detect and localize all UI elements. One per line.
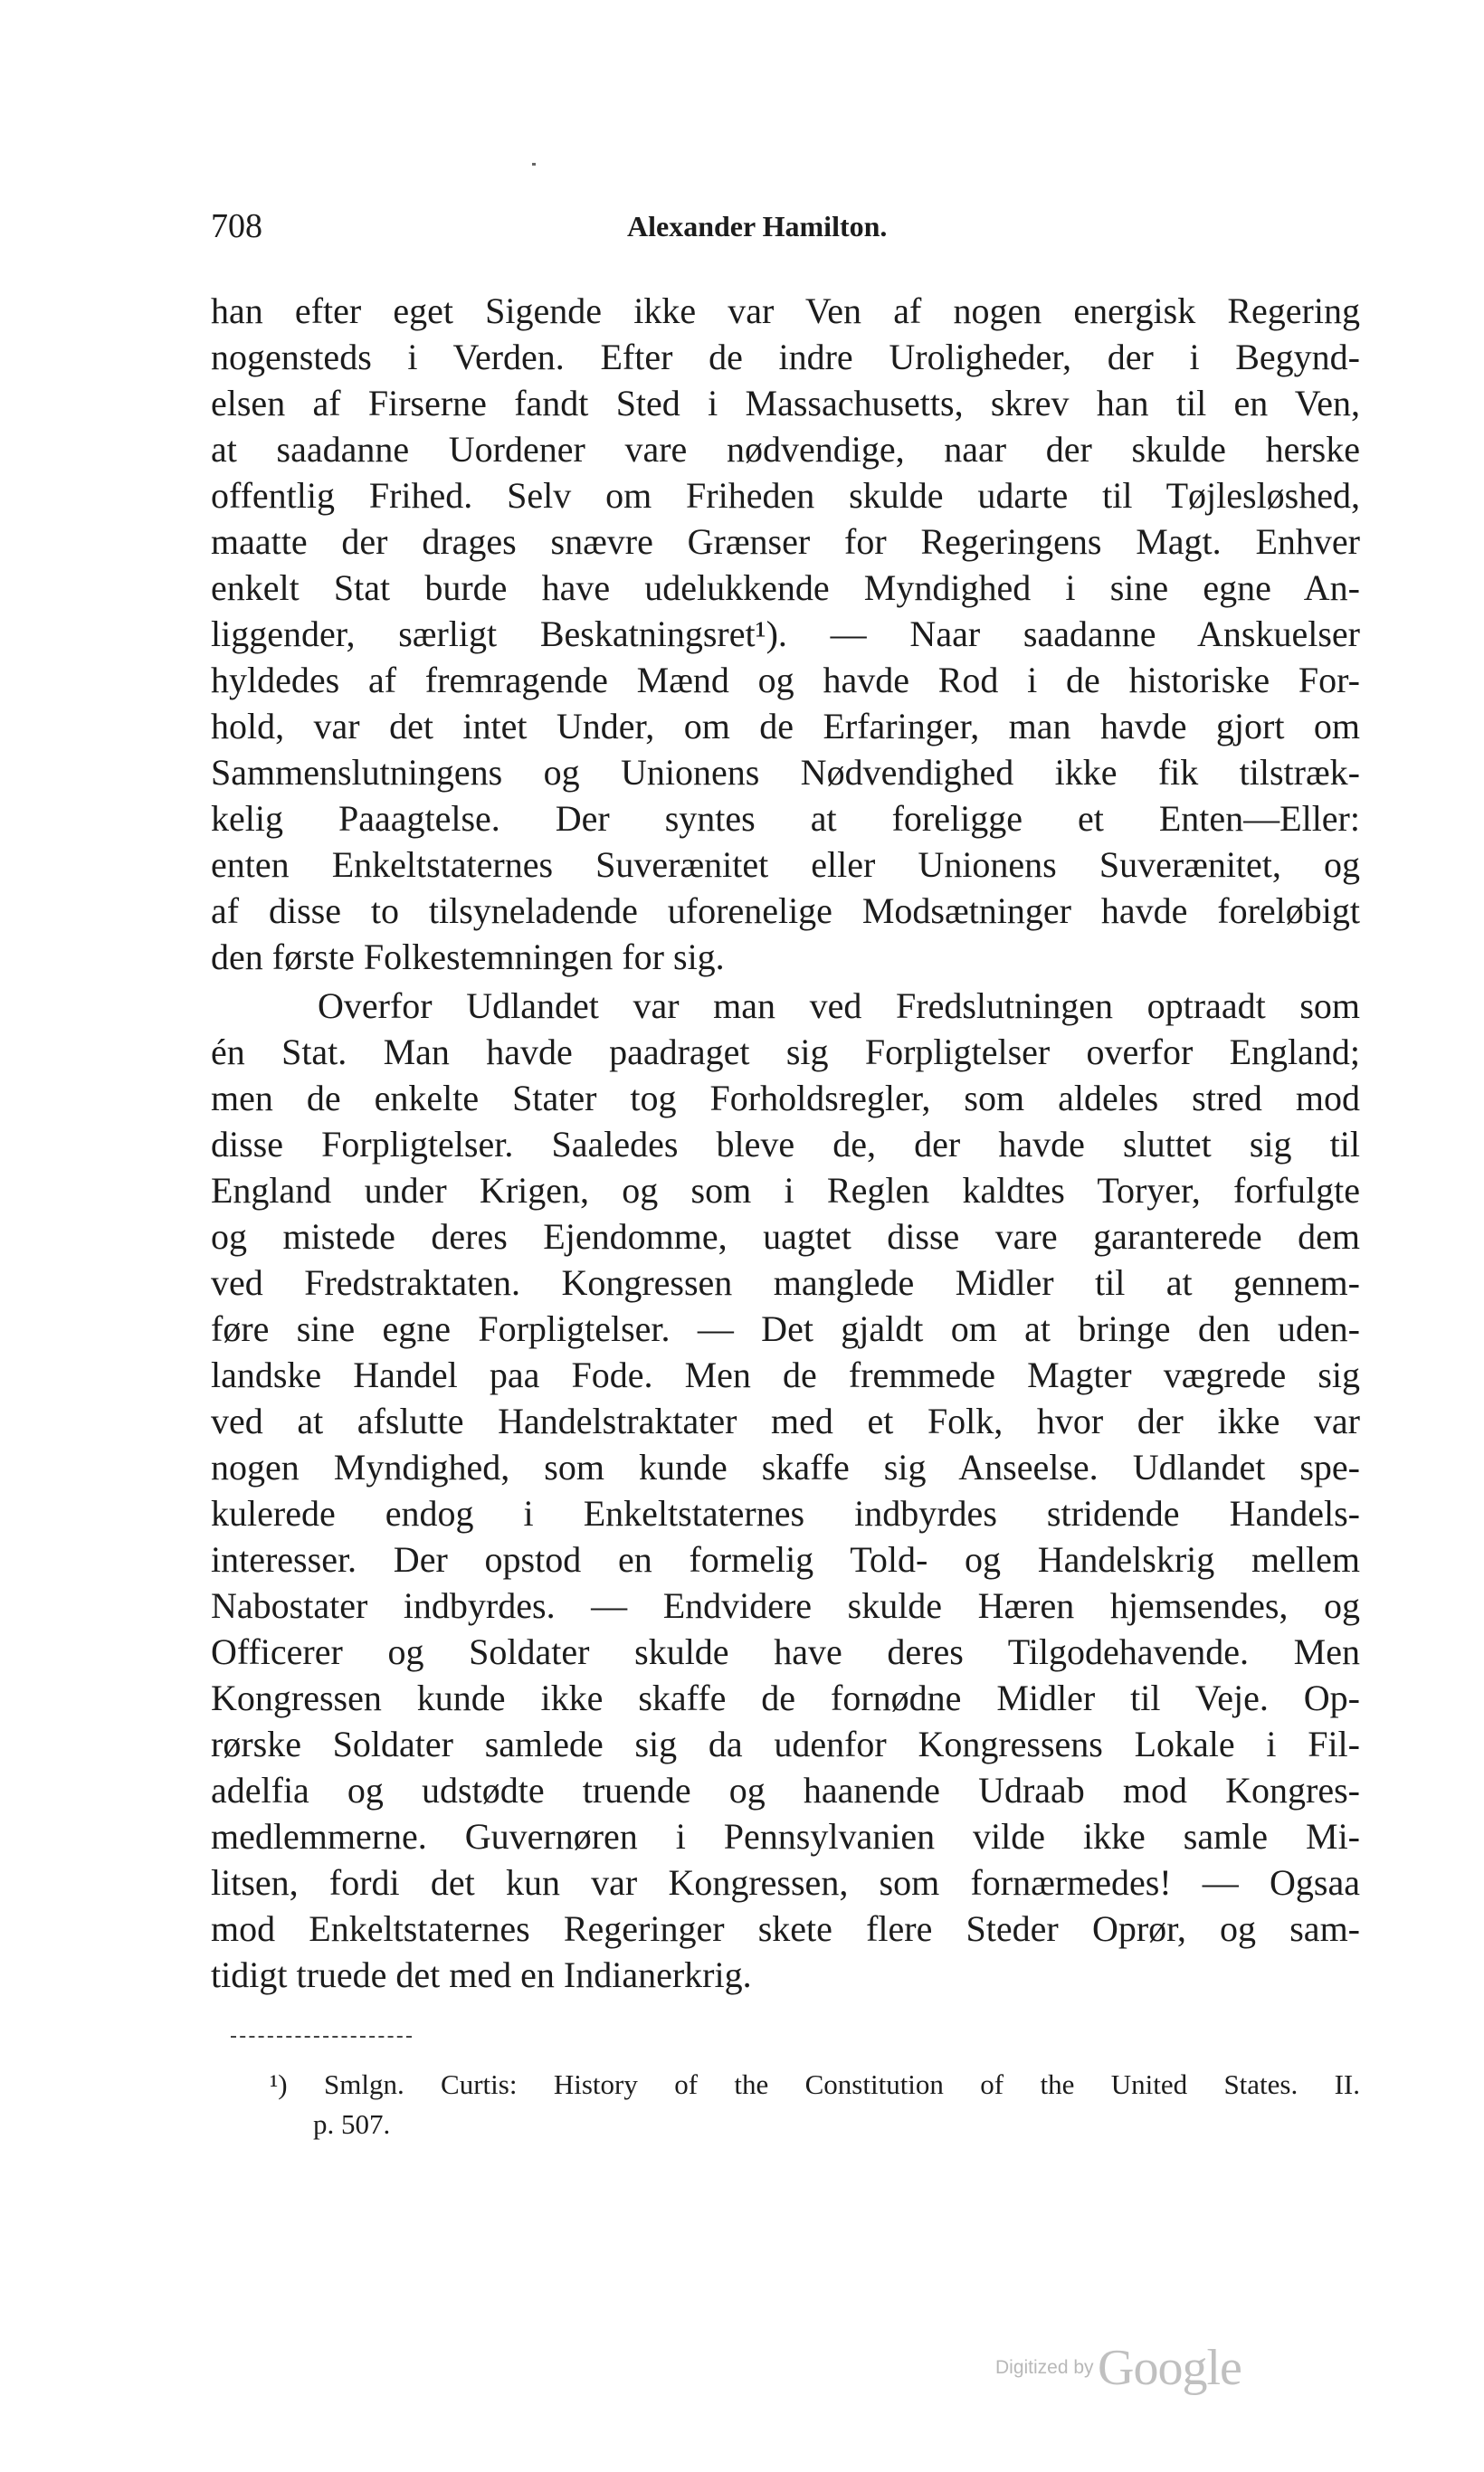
- body-text: [211, 288, 1360, 1998]
- text-line: maatte der drages snævre Grænser for Regeringens Magt. Enhver: [211, 521, 1360, 562]
- text-line: Nabostater indbyrdes. — Endvidere skulde Hæren hjemsendes, og: [211, 1585, 1360, 1626]
- footnote-rule: [231, 2036, 412, 2038]
- text-line: hold, var det intet Under, om de Erfaringer, man havde gjort om: [211, 706, 1360, 746]
- text-line: tidigt truede det med en Indianerkrig.: [211, 1954, 752, 1995]
- text-line: medlemmerne. Guvernøren i Pennsylvanien vilde ikke samle Mi-: [211, 1816, 1360, 1857]
- text-line: litsen, fordi det kun var Kongressen, som fornærmedes! — Ogsaa: [211, 1862, 1360, 1903]
- digitized-watermark: [995, 2339, 1241, 2397]
- running-title: Alexander Hamilton.: [627, 210, 888, 242]
- text-line: Kongressen kunde ikke skaffe de fornødne Midler til Veje. Op-: [211, 1678, 1360, 1718]
- google-logo: Google: [1098, 2340, 1241, 2396]
- text-line: enkelt Stat burde have udelukkende Myndighed i sine egne An-: [211, 567, 1360, 608]
- text-line: adelfia og udstødte truende og haanende Udraab mod Kongres-: [211, 1770, 1360, 1811]
- paragraph-1: [211, 288, 1360, 980]
- text-line: kelig Paaagtelse. Der syntes at foreligge et Enten—Eller:: [211, 798, 1360, 839]
- text-line: England under Krigen, og som i Reglen kaldtes Toryer, forfulgte: [211, 1170, 1360, 1211]
- text-line: interesser. Der opstod en formelig Told- og Handelskrig mellem: [211, 1539, 1360, 1580]
- text-line: Officerer og Soldater skulde have deres Tilgodehavende. Men: [211, 1631, 1360, 1672]
- footnote: [270, 2065, 1360, 2144]
- page-header: [211, 204, 1360, 249]
- text-line: men de enkelte Stater tog Forholdsregler, som aldeles stred mod: [211, 1078, 1360, 1118]
- text-line: mod Enkeltstaternes Regeringer skete flere Steder Oprør, og sam-: [211, 1908, 1360, 1949]
- text-line: føre sine egne Forpligtelser. — Det gjaldt om at bringe den uden-: [211, 1308, 1360, 1349]
- text-line: enten Enkeltstaternes Suverænitet eller Unionens Suverænitet, og: [211, 844, 1360, 885]
- text-line: kulerede endog i Enkeltstaternes indbyrdes stridende Handels-: [211, 1493, 1360, 1534]
- text-line: at saadanne Uordener vare nødvendige, naar der skulde herske: [211, 429, 1360, 470]
- text-line: rørske Soldater samlede sig da udenfor Kongressens Lokale i Fil-: [211, 1724, 1360, 1764]
- text-line: én Stat. Man havde paadraget sig Forpligtelser overfor England;: [211, 1032, 1360, 1072]
- text-line: nogensteds i Verden. Efter de indre Uroligheder, der i Begynd-: [211, 337, 1360, 377]
- text-line: offentlig Frihed. Selv om Friheden skulde udarte til Tøjlesløshed,: [211, 475, 1360, 516]
- text-line: ved at afslutte Handelstraktater med et Folk, hvor der ikke var: [211, 1401, 1360, 1441]
- text-line: den første Folkestemningen for sig.: [211, 937, 725, 977]
- text-line: hyldedes af fremragende Mænd og havde Rod i de historiske For-: [211, 660, 1360, 700]
- watermark-prefix: Digitized by: [995, 2357, 1094, 2378]
- text-line: og mistede deres Ejendomme, uagtet disse vare garanterede dem: [211, 1216, 1360, 1257]
- text-line: liggender, særligt Beskatningsret¹). — Naar saadanne Anskuelser: [211, 613, 1360, 654]
- text-line: disse Forpligtelser. Saaledes bleve de, der havde sluttet sig til: [211, 1124, 1360, 1165]
- text-line: Overfor Udlandet var man ved Fredslutningen optraadt som: [318, 985, 1360, 1026]
- page-number: 708: [211, 207, 262, 245]
- footnote-line: ¹) Smlgn. Curtis: History of the Constitution of the United States. II.: [270, 2068, 1360, 2100]
- paragraph-2: [211, 983, 1360, 1998]
- text-line: landske Handel paa Fode. Men de fremmede Magter vægrede sig: [211, 1355, 1360, 1395]
- text-line: han efter eget Sigende ikke var Ven af nogen energisk Regering: [211, 290, 1360, 331]
- text-line: af disse to tilsyneladende uforenelige Modsætninger havde foreløbigt: [211, 890, 1360, 931]
- footnote-line: p. 507.: [313, 2108, 391, 2140]
- text-line: Sammenslutningens og Unionens Nødvendighed ikke fik tilstræk-: [211, 752, 1360, 793]
- text-line: nogen Myndighed, som kunde skaffe sig Anseelse. Udlandet spe-: [211, 1447, 1360, 1488]
- text-line: elsen af Firserne fandt Sted i Massachusetts, skrev han til en Ven,: [211, 383, 1360, 423]
- stray-mark: [532, 163, 536, 166]
- text-line: ved Fredstraktaten. Kongressen manglede Midler til at gennem-: [211, 1262, 1360, 1303]
